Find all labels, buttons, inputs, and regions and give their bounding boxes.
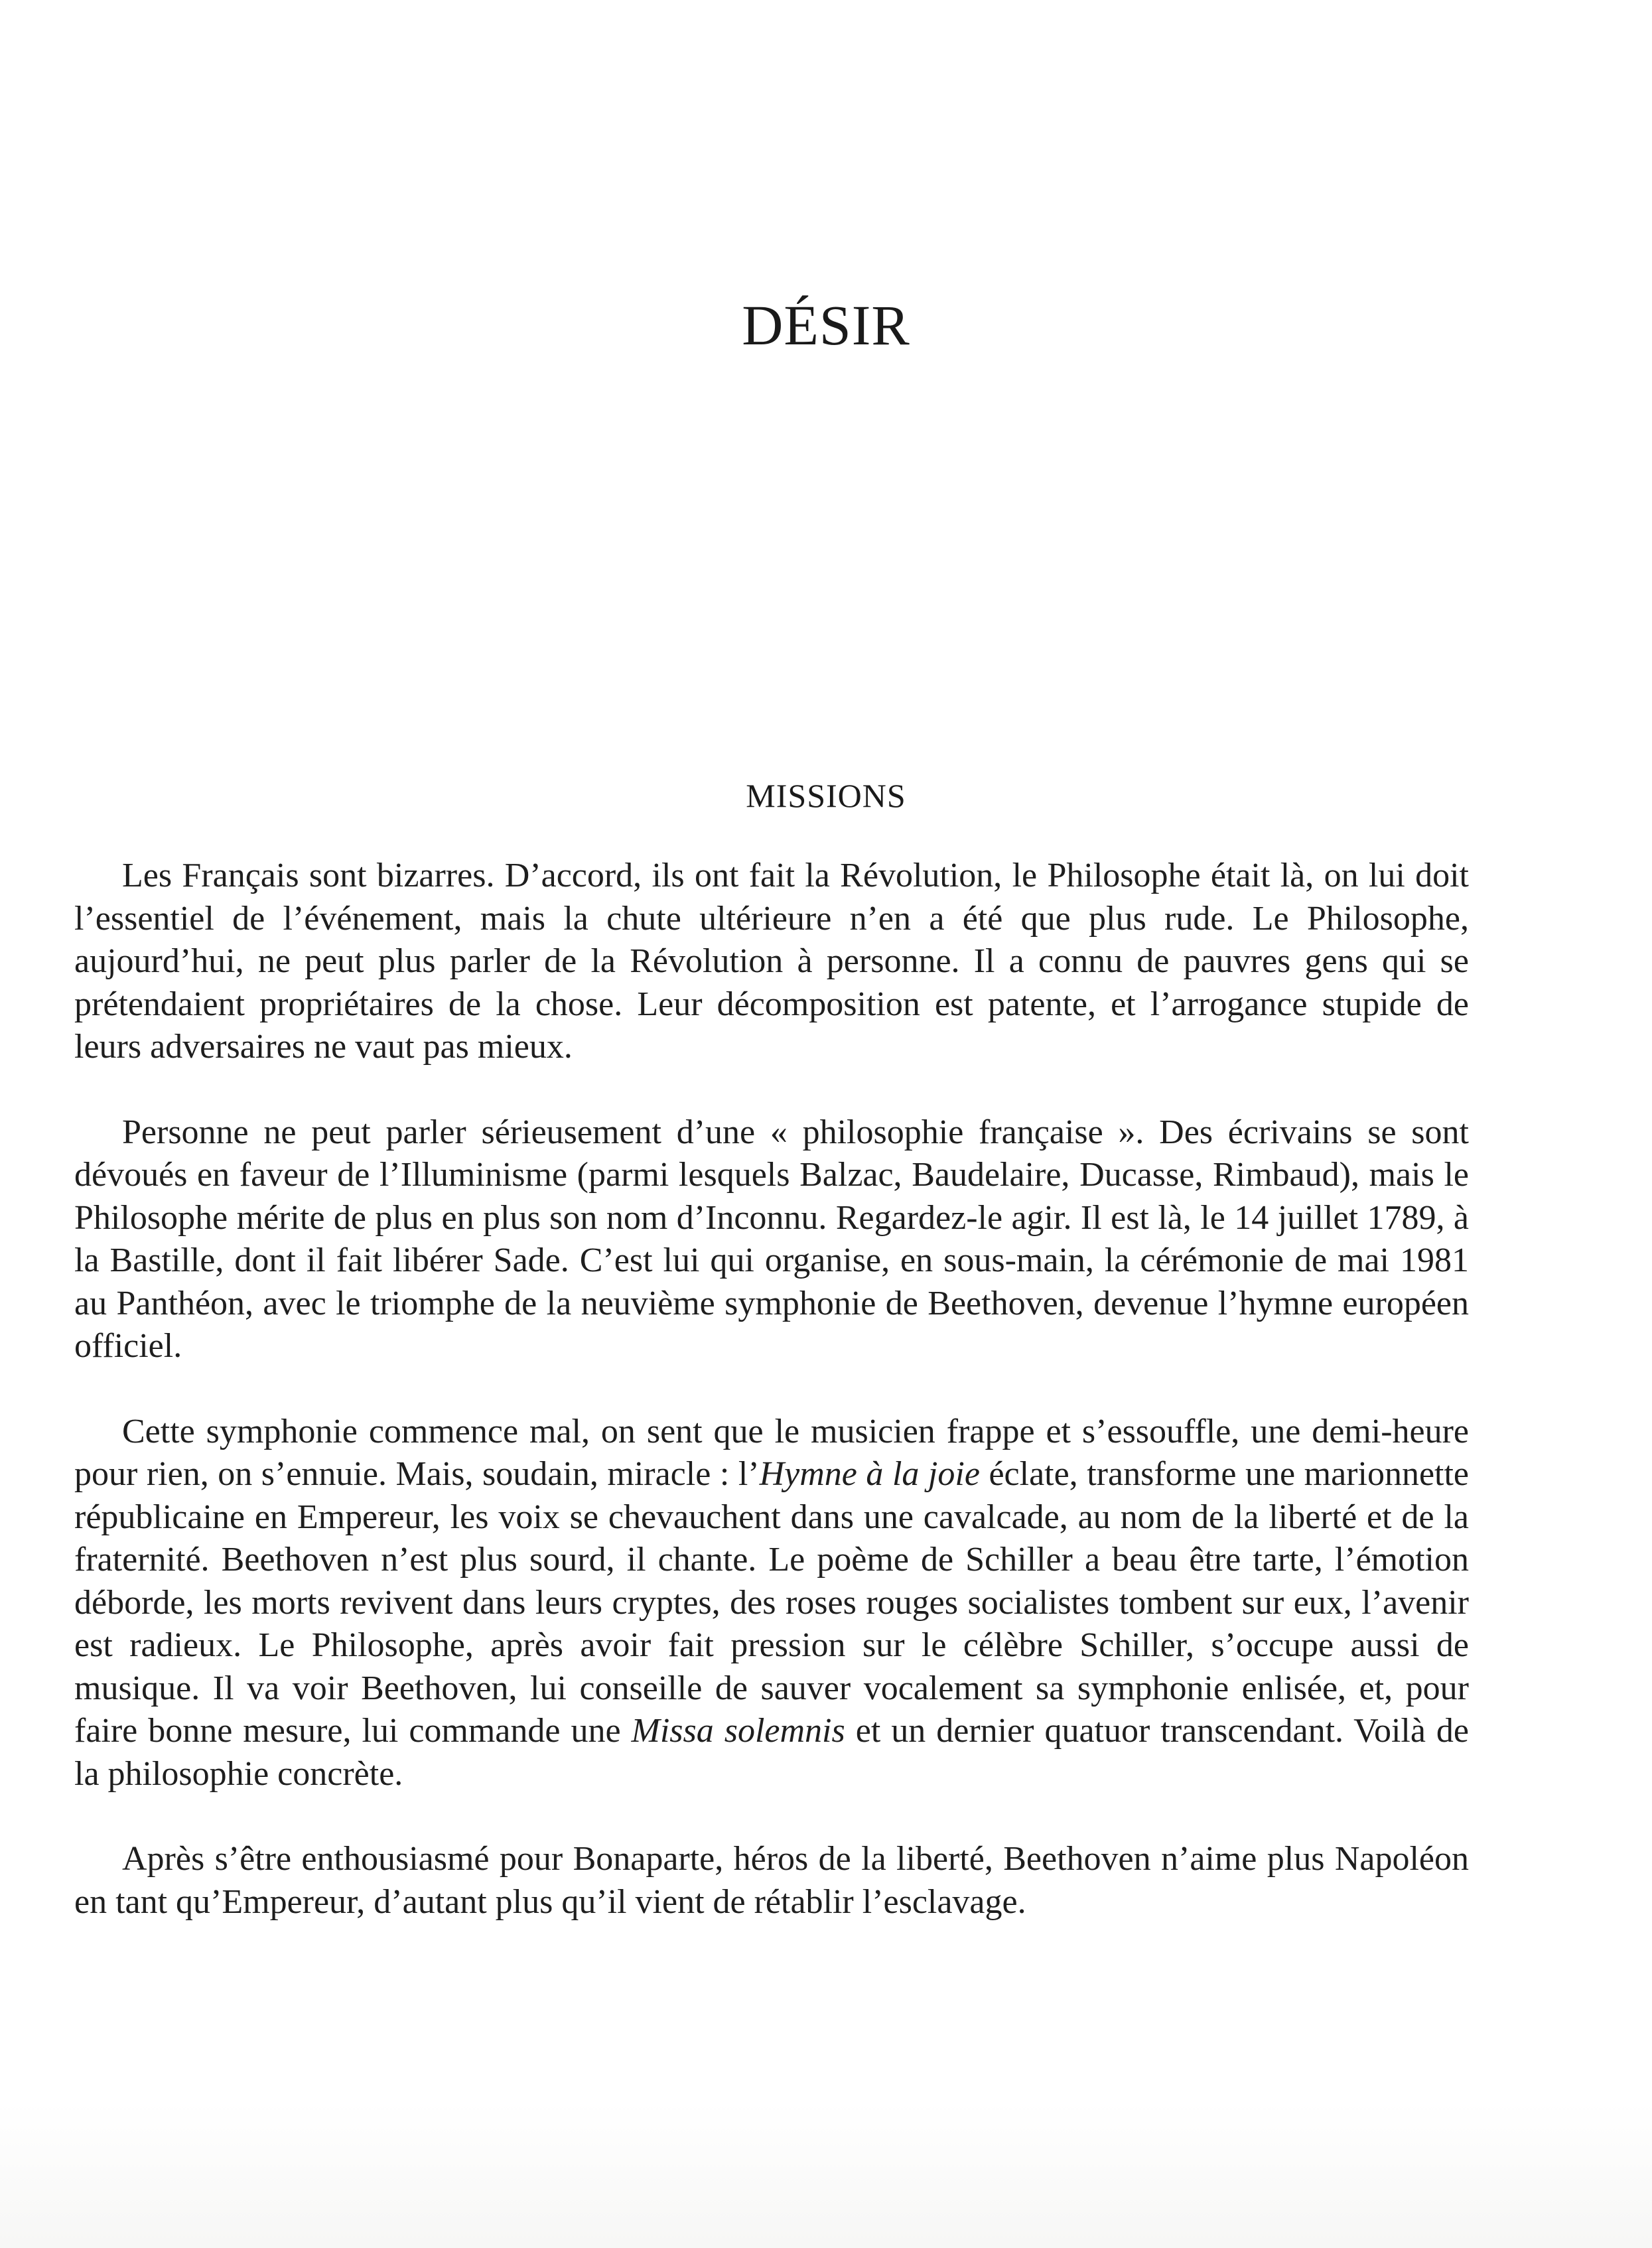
chapter-title: DÉSIR (742, 293, 910, 357)
paragraph-3-part-e: et un dernier quatuor transcendant. Voilà de la philosophie concrète. (74, 1712, 1469, 1793)
paragraph-1: Les Français sont bizarres. D’accord, ils ont fait la Révolution, le Philosophe était là, on lui doit l’essentiel de l’événement, mais la chute ultérieure n’en a été que plus rude. Le Philosophe, aujourd’hui, ne peut plus parler de la Révolution à personne. Il a connu de pauvres gens qui se prétendaient propriétaires de la chose. Leur décomposition est patente, et l’arrogance stupide de leurs adversaires ne vaut pas mieux. (74, 857, 1469, 1066)
paragraph-3-part-a: Cette symphonie commence mal, on sent que le musicien frappe et s’essouffle, une demi-heure pour rien, on s’ennuie. Mais, soudain, miracle : l’ (74, 1412, 1469, 1493)
section-title: MISSIONS (746, 777, 906, 814)
paragraph-3-part-c: éclate, transforme une marionnette républicaine en Empereur, les voix se chevauchent dans une cavalcade, au nom de la liberté et de la fraternité. Beethoven n’est plus sourd, il chante. Le poème de Schiller a beau être tarte, l’émotion déborde, les morts revivent dans leurs cryptes, des roses rouges socialistes tombent sur eux, l’avenir est radieux. Le Philosophe, après avoir fait pression sur le célèbre Schiller, s’occupe aussi de musique. Il va voir Beethoven, lui conseille de sauver vocalement sa symphonie enlisée, et, pour faire bonne mesure, lui commande une (74, 1455, 1469, 1750)
paragraph-3 (74, 1411, 1469, 1796)
work-title-hymne: Hymne à la joie (759, 1455, 980, 1493)
paragraph-2: Personne ne peut parler sérieusement d’une « philosophie française ». Des écrivains se sont dévoués en faveur de l’Illuminisme (parmi lesquels Balzac, Baudelaire, Ducasse, Rimbaud), mais le Philosophe mérite de plus en plus son nom d’Inconnu. Regardez-le agir. Il est là, le 14 juillet 1789, à la Bastille, dont il fait libérer Sade. C’est lui qui organise, en sous-main, la cérémonie de mai 1981 au Panthéon, avec le triomphe de la neuvième symphonie de Beethoven, devenue l’hymne européen officiel. (74, 1113, 1469, 1365)
work-title-missa: Missa solemnis (631, 1712, 845, 1750)
paragraph-4: Après s’être enthousiasmé pour Bonaparte, héros de la liberté, Beethoven n’aime plus Napoléon en tant qu’Empereur, d’autant plus qu’il vient de rétablir l’esclavage. (74, 1840, 1469, 1921)
body-text (74, 855, 1469, 1924)
page-edge-shadow (0, 2102, 1652, 2248)
